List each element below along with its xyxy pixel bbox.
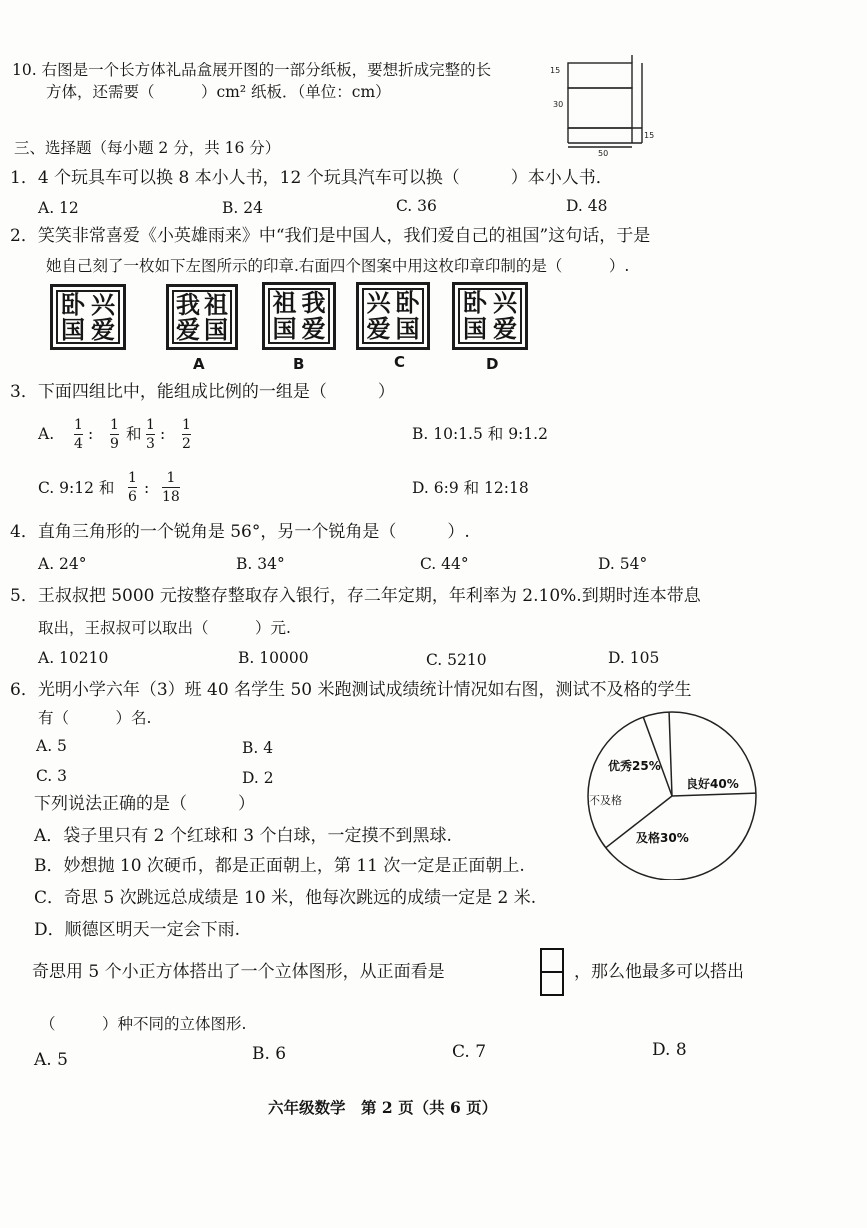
q2-line2: 她自己刻了一枚如下左图所示的印章.右面四个图案中用这枚印章印制的是（ ）. — [46, 257, 630, 275]
q4-option-d: D. 54° — [598, 555, 648, 573]
q3-option-c-label: C. 9:12 和 — [38, 479, 115, 497]
q10-line1: 10. 右图是一个长方体礼品盒展开图的一部分纸板，要想折成完整的长 — [12, 61, 492, 79]
q6-option-d: D. 2 — [242, 769, 274, 787]
stamp-option-c — [356, 282, 430, 350]
stamp-char: 爱 — [301, 315, 326, 343]
q6-line2: 有（ ）名. — [38, 709, 152, 727]
dim-50: 50 — [598, 149, 609, 158]
stamp-char: 爱 — [91, 315, 115, 344]
denominator: 2 — [182, 436, 191, 452]
pie-label-fail: 不及格 — [589, 794, 622, 807]
q8-line1a: 奇思用 5 个小正方体搭出了一个立体图形，从正面看是 — [32, 962, 445, 982]
q5-option-d: D. 105 — [608, 649, 660, 667]
q1-option-a: A. 12 — [38, 199, 79, 217]
box-net-diagram — [548, 55, 668, 160]
q5-line2: 取出，王叔叔可以取出（ ）元. — [38, 619, 291, 637]
numerator: 1 — [74, 417, 83, 433]
fraction — [74, 417, 83, 452]
section-heading: 三、选择题（每小题 2 分，共 16 分） — [14, 139, 281, 157]
q5-option-b: B. 10000 — [238, 649, 309, 667]
stamp-char: 国 — [395, 315, 420, 343]
fraction — [146, 417, 155, 452]
q7-option-b: B．妙想抛 10 次硬币，都是正面朝上，第 11 次一定是正面朝上. — [34, 856, 525, 876]
stamp-char: 国 — [272, 315, 297, 343]
q8-option-a: A. 5 — [34, 1050, 68, 1070]
stamp-label-a: A — [193, 355, 205, 373]
q4-option-b: B. 34° — [236, 555, 285, 573]
numerator: 1 — [182, 417, 191, 433]
score-pie-chart — [584, 710, 764, 880]
stamp-label-d: D — [486, 355, 499, 373]
stamp-char: 卧 — [395, 289, 420, 317]
dim-15-top: 15 — [550, 66, 561, 75]
q1-option-c: C. 36 — [396, 197, 437, 215]
stamp-char: 国 — [61, 315, 85, 344]
stamp-original — [50, 284, 126, 350]
q3-stem: 3．下面四组比中，能组成比例的一组是（ ） — [10, 382, 395, 402]
stamp-label-c: C — [394, 353, 406, 371]
q3-a-and: 和 — [126, 425, 142, 443]
q8-option-c: C. 7 — [452, 1042, 487, 1062]
dim-15-right: 15 — [644, 131, 655, 140]
q7-stem: 下列说法正确的是（ ） — [34, 794, 255, 814]
stamp-char: 爱 — [366, 315, 391, 343]
stamp-char: 兴 — [91, 290, 115, 319]
q7-option-c: C．奇思 5 次跳远总成绩是 10 米，他每次跳远的成绩一定是 2 米. — [34, 888, 537, 908]
colon: : — [160, 425, 166, 443]
q6-option-c: C. 3 — [36, 767, 68, 785]
fraction — [162, 470, 180, 505]
stamp-char: 祖 — [204, 290, 228, 319]
pie-label-pass: 及格30% — [636, 831, 689, 845]
q1-stem: 1．4 个玩具车可以换 8 本小人书，12 个玩具汽车可以换（ ）本小人书． — [10, 168, 613, 188]
denominator: 3 — [146, 436, 155, 452]
q3-option-d: D. 6:9 和 12:18 — [412, 479, 529, 497]
stamp-option-a — [166, 284, 238, 350]
stamp-option-d — [452, 282, 528, 350]
denominator: 4 — [74, 436, 83, 452]
q4-stem: 4．直角三角形的一个锐角是 56°，另一个锐角是（ ）. — [10, 522, 470, 542]
stamp-char: 爱 — [493, 315, 517, 343]
q8-line1b: ，那么他最多可以搭出 — [574, 962, 744, 982]
q7-option-a: A．袋子里只有 2 个红球和 3 个白球，一定摸不到黑球. — [34, 826, 452, 846]
fraction — [110, 417, 119, 452]
stamp-char: 祖 — [272, 289, 297, 317]
q4-option-c: C. 44° — [420, 555, 469, 573]
stamp-char: 国 — [204, 315, 228, 344]
stamp-char: 爱 — [176, 315, 200, 344]
q4-option-a: A. 24° — [38, 555, 87, 573]
stamp-char: 我 — [301, 289, 326, 317]
stamp-option-b — [262, 282, 336, 350]
stamp-char: 我 — [176, 290, 200, 319]
q8-option-d: D. 8 — [652, 1040, 687, 1060]
q1-option-d: D. 48 — [566, 197, 608, 215]
q5-line1: 5．王叔叔把 5000 元按整存整取存入银行，存二年定期，年利率为 2.10%.到期时连本带息 — [10, 586, 701, 606]
pie-slice-boundary — [672, 793, 756, 796]
q6-line1: 6．光明小学六年（3）班 40 名学生 50 米跑测试成绩统计情况如右图，测试不及格的学生 — [10, 680, 692, 700]
q3-option-b: B. 10:1.5 和 9:1.2 — [412, 425, 548, 443]
pie-slice-boundary — [669, 712, 672, 796]
q5-option-c: C. 5210 — [426, 651, 487, 669]
q3-option-a-label: A. — [38, 425, 55, 443]
stamp-char: 卧 — [463, 289, 487, 317]
fraction — [128, 470, 137, 505]
q7-option-d: D．顺德区明天一定会下雨. — [34, 920, 241, 940]
front-view-icon — [540, 948, 564, 996]
numerator: 1 — [128, 470, 137, 486]
pie-slice-boundary — [643, 717, 672, 796]
colon: : — [144, 479, 150, 497]
pie-label-excellent: 优秀25% — [608, 759, 661, 773]
dim-30: 30 — [553, 100, 564, 109]
q5-option-a: A. 10210 — [38, 649, 109, 667]
colon: : — [88, 425, 94, 443]
numerator: 1 — [146, 417, 155, 433]
stamp-char: 兴 — [366, 289, 391, 317]
stamp-label-b: B — [293, 355, 305, 373]
denominator: 6 — [128, 489, 137, 505]
pie-label-good: 良好40% — [686, 777, 739, 791]
stamp-char: 卧 — [61, 290, 85, 319]
stamp-char: 国 — [463, 315, 487, 343]
fraction — [182, 417, 191, 452]
numerator: 1 — [166, 470, 176, 486]
stamp-char: 兴 — [493, 289, 517, 317]
q1-option-b: B. 24 — [222, 199, 263, 217]
q10-line2: 方体，还需要（ ）cm² 纸板．（单位：cm） — [46, 83, 391, 101]
q6-option-a: A. 5 — [36, 737, 67, 755]
denominator: 9 — [110, 436, 119, 452]
q8-option-b: B. 6 — [252, 1044, 287, 1064]
numerator: 1 — [110, 417, 119, 433]
q8-line2: （ ）种不同的立体图形. — [40, 1015, 247, 1033]
q6-option-b: B. 4 — [242, 739, 274, 757]
page-footer: 六年级数学 第 2 页（共 6 页） — [268, 1098, 498, 1117]
denominator: 18 — [162, 489, 180, 505]
q2-line1: 2．笑笑非常喜爱《小英雄雨来》中“我们是中国人，我们爱自己的祖国”这句话，于是 — [10, 226, 651, 246]
